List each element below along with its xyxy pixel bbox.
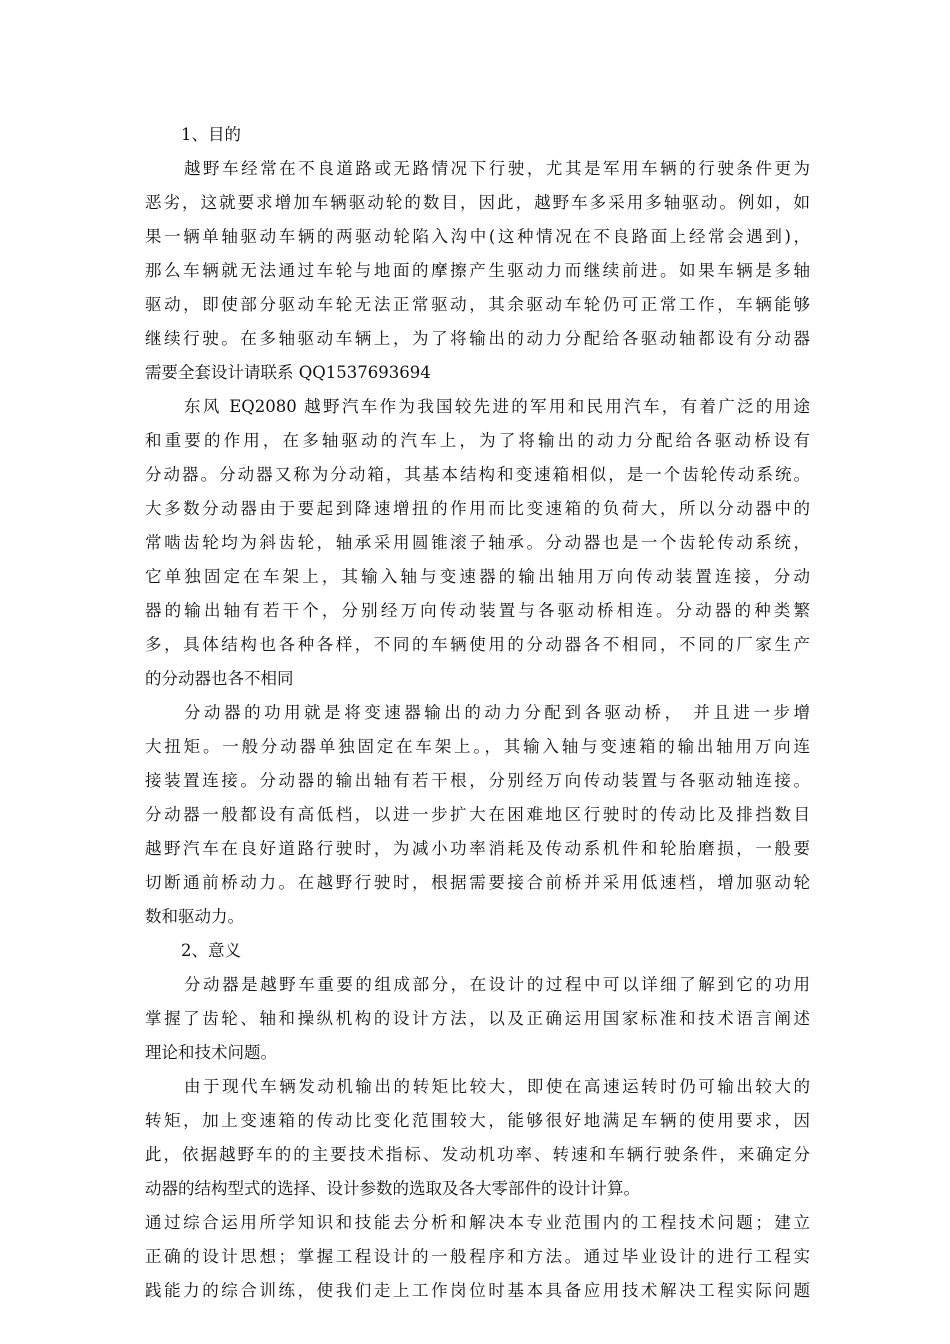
text-line: 越野车经常在不良道路或无路情况下行驶，尤其是军用车辆的行驶条件更为 xyxy=(184,159,810,178)
text-line: 数和驱动力。 xyxy=(145,907,244,926)
text-line: 大扭矩。一般分动器单独固定在车架上。，其输入轴与变速箱的输出轴用万向连 xyxy=(145,737,810,756)
text-line: 正确的设计思想；掌握工程设计的一般程序和方法。通过毕业设计的进行工程实 xyxy=(145,1247,810,1266)
text-line: 多，具体结构也各种各样，不同的车辆使用的分动器各不相同，不同的厂家生产 xyxy=(145,635,810,654)
text-line: 分动器。分动器又称为分动箱，其基本结构和变速箱相似，是一个齿轮传动系统。 xyxy=(145,465,810,484)
text-line: 此，依据越野车的的主要技术指标、发动机功率、转速和车辆行驶条件，来确定分 xyxy=(145,1145,810,1164)
text-line: 切断通前桥动力。在越野行驶时，根据需要接合前桥并采用低速档，增加驱动轮 xyxy=(145,873,810,892)
document-page xyxy=(145,118,810,1308)
text-line: 需要全套设计请联系 QQ1537693694 xyxy=(145,363,431,382)
paragraph xyxy=(145,968,810,1070)
text-line: 和重要的作用，在多轴驱动的汽车上，为了将输出的动力分配给各驱动桥设有 xyxy=(145,431,810,450)
text-line: 分动器一般都设有高低档，以进一步扩大在困难地区行驶时的传动比及排挡数目 xyxy=(145,805,810,824)
paragraph xyxy=(145,696,810,934)
text-line: 常啮齿轮均为斜齿轮，轴承采用圆锥滚子轴承。分动器也是一个齿轮传动系统， xyxy=(145,533,810,552)
text-line: 恶劣，这就要求增加车辆驱动轮的数目，因此，越野车多采用多轴驱动。例如，如 xyxy=(145,193,810,212)
text-line: 掌握了齿轮、轴和操纵机构的设计方法，以及正确运用国家标准和技术语言阐述 xyxy=(145,1009,810,1028)
paragraph xyxy=(145,390,810,696)
section-heading: 2、意义 xyxy=(181,941,241,960)
text-line: 越野汽车在良好道路行驶时，为减小功率消耗及传动系机件和轮胎磨损，一般要 xyxy=(145,839,810,858)
paragraph xyxy=(145,152,810,390)
text-line: 通过综合运用所学知识和技能去分析和解决本专业范围内的工程技术问题；建立 xyxy=(145,1213,810,1232)
text-line: 的分动器也各不相同 xyxy=(145,669,294,688)
text-line: 大多数分动器由于要起到降速增扭的作用而比变速箱的负荷大，所以分动器中的 xyxy=(145,499,810,518)
text-line: 果一辆单轴驱动车辆的两驱动轮陷入沟中(这种情况在不良路面上经常会遇到)， xyxy=(145,227,810,246)
text-line: 践能力的综合训练，使我们走上工作岗位时基本具备应用技术解决工程实际问题 xyxy=(145,1281,810,1300)
text-line: 驱动，即使部分驱动车轮无法正常驱动，其余驱动车轮仍可正常工作，车辆能够 xyxy=(145,295,810,314)
text-line: 它单独固定在车架上，其输入轴与变速器的输出轴用万向传动装置连接，分动 xyxy=(145,567,810,586)
text-line: 分动器是越野车重要的组成部分，在设计的过程中可以详细了解到它的功用 xyxy=(184,975,810,994)
section-heading: 1、目的 xyxy=(181,125,241,144)
text-line: 理论和技术问题。 xyxy=(145,1043,277,1062)
paragraph xyxy=(145,1070,810,1206)
text-line: 由于现代车辆发动机输出的转矩比较大，即使在高速运转时仍可输出较大的 xyxy=(184,1077,810,1096)
text-line: 动器的结构型式的选择、设计参数的选取及各大零部件的设计计算。 xyxy=(145,1179,640,1198)
text-line: 东风 EQ2080 越野汽车作为我国较先进的军用和民用汽车，有着广泛的用途 xyxy=(184,397,810,416)
paragraph xyxy=(145,1206,810,1308)
text-line: 那么车辆就无法通过车轮与地面的摩擦产生驱动力而继续前进。如果车辆是多轴 xyxy=(145,261,810,280)
text-line: 接装置连接。分动器的输出轴有若干根，分别经万向传动装置与各驱动轴连接。 xyxy=(145,771,810,790)
text-line: 转矩，加上变速箱的传动比变化范围较大，能够很好地满足车辆的使用要求，因 xyxy=(145,1111,810,1130)
text-line: 器的输出轴有若干个，分别经万向传动装置与各驱动桥相连。分动器的种类繁 xyxy=(145,601,810,620)
text-line: 继续行驶。在多轴驱动车辆上，为了将输出的动力分配给各驱动轴都设有分动器 xyxy=(145,329,810,348)
text-line: 分动器的功用就是将变速器输出的动力分配到各驱动桥， 并且进一步增 xyxy=(184,703,810,722)
